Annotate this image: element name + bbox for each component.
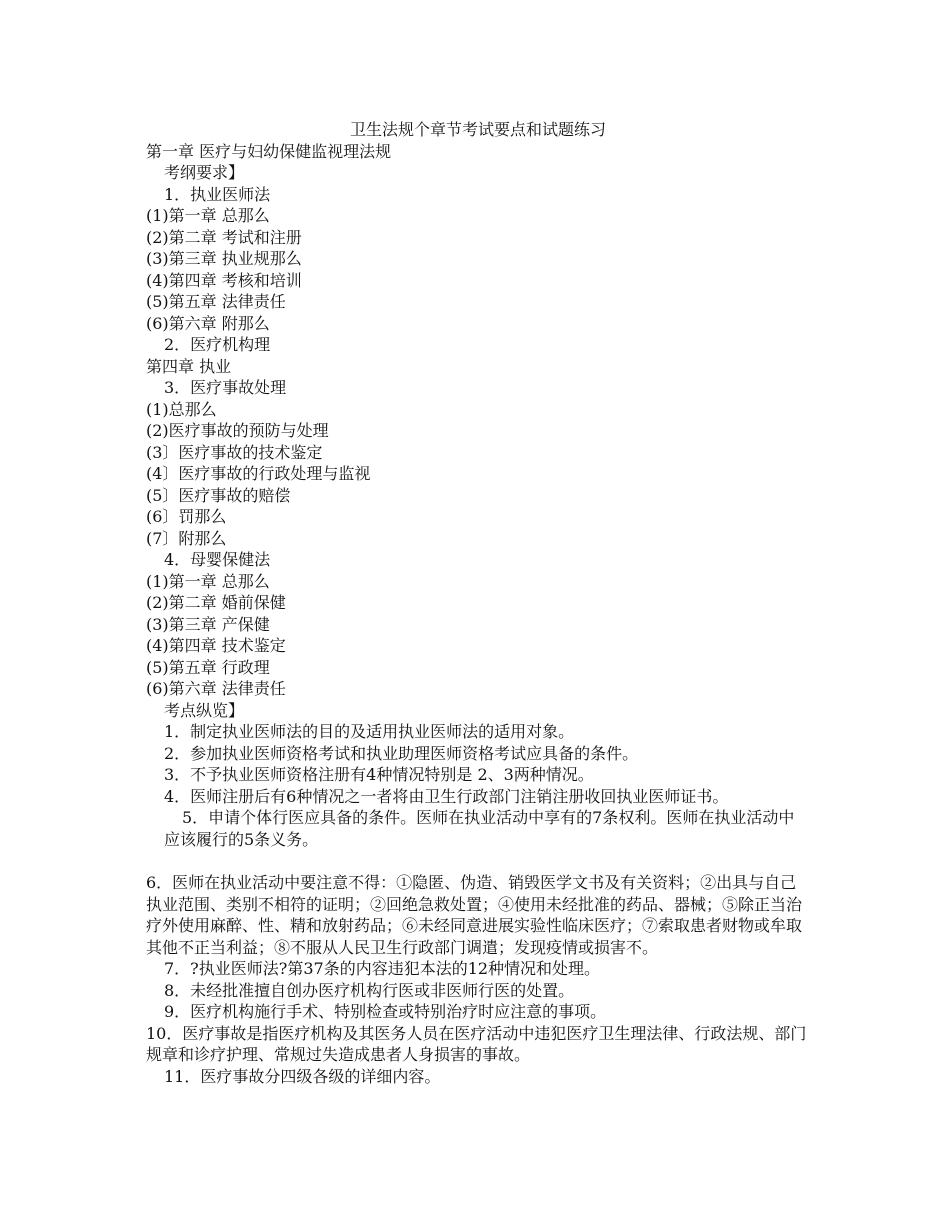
- list-item: (1)第一章 总那么: [146, 571, 270, 591]
- list-item: (2)医疗事故的预防与处理: [146, 421, 329, 440]
- list-item: (6)第六章 法律责任: [146, 679, 286, 698]
- section-heading-syllabus: 考纲要求】: [164, 163, 245, 182]
- section-heading-overview: 考点纵览】: [164, 700, 245, 720]
- list-item: (1)总那么: [146, 399, 217, 419]
- key-point: 11．医疗事故分四级各级的详细内容。: [164, 1066, 441, 1086]
- key-point: 6．医师在执业活动中要注意不得：①隐匿、伪造、销毁医学文书及有关资料；②出具与自己执业范围、类别不相符的证明；②回绝急救处置；④使用未经批准的药品、器械；⑤除正当治疗外使用麻醉、性、精和放射药品；⑥未经同意进展实验性临床医疗；⑦索取患者财物或牟取其他不正当利益；⑧不服从人民卫生行政部门调遣；发现疫情或损害不。: [146, 873, 803, 957]
- paragraph-gap: [146, 850, 810, 872]
- list-item: (6)第六章 附那么: [146, 313, 270, 333]
- key-point: 3．不予执业医师资格注册有4种情况特别是 2、3两种情况。: [164, 765, 594, 784]
- law-heading: 3．医疗事故处理: [164, 378, 287, 397]
- list-item: (5)第五章 行政理: [146, 657, 270, 677]
- list-item: 第四章 执业: [146, 356, 232, 376]
- key-point: 10．医疗事故是指医疗机构及其医务人员在医疗活动中违犯医疗卫生理法律、行政法规、部门规章和诊疗护理、常规过失造成患者人身损害的事故。: [146, 1023, 807, 1064]
- key-point: 8．未经批准擅自创办医疗机构行医或非医师行医的处置。: [164, 980, 575, 1000]
- law-heading: 1．执业医师法: [164, 184, 271, 204]
- list-item: (3)第三章 产保健: [146, 614, 270, 634]
- list-item: (4)第四章 考核和培训: [146, 270, 302, 290]
- list-item: (2)第二章 考试和注册: [146, 227, 302, 247]
- chapter-heading: 第一章 医疗与妇幼保健监视理法规: [146, 141, 392, 161]
- list-item: (6〕罚那么: [146, 507, 227, 526]
- list-item: (7〕附那么: [146, 528, 227, 548]
- list-item: (5)第五章 法律责任: [146, 292, 286, 311]
- list-item: (3)第三章 执业规那么: [146, 249, 302, 268]
- list-item: (4〕医疗事故的行政处理与监视: [146, 464, 371, 483]
- list-item: (4)第四章 技术鉴定: [146, 636, 286, 655]
- list-item: (1)第一章 总那么: [146, 206, 270, 225]
- key-point: 7．?执业医师法?第37条的内容违犯本法的12种情况和处理。: [164, 959, 601, 978]
- key-point: 9．医疗机构施行手术、特别检查或特别治疗时应注意的事项。: [164, 1002, 607, 1021]
- list-item: (2)第二章 婚前保健: [146, 593, 286, 612]
- key-point: 4．医师注册后有6种情况之一者将由卫生行政部门注销注册收回执业医师证书。: [164, 786, 729, 806]
- list-item: (3〕医疗事故的技术鉴定: [146, 442, 323, 462]
- document-title: 卫生法规个章节考试要点和试题练习: [349, 120, 606, 139]
- key-point: 1．制定执业医师法的目的及适用执业医师法的适用对象。: [164, 722, 575, 741]
- list-item: (5〕医疗事故的赔偿: [146, 485, 291, 505]
- document-page: [146, 119, 810, 1087]
- law-heading: 4．母婴保健法: [164, 550, 271, 569]
- law-heading: 2．医疗机构理: [164, 335, 271, 354]
- key-point: 5．申请个体行医应具备的条件。医师在执业活动中享有的7条权利。医师在执业活动中应该履行的5条义务。: [164, 808, 795, 849]
- key-point: 2．参加执业医师资格考试和执业助理医师资格考试应具备的条件。: [164, 743, 639, 763]
